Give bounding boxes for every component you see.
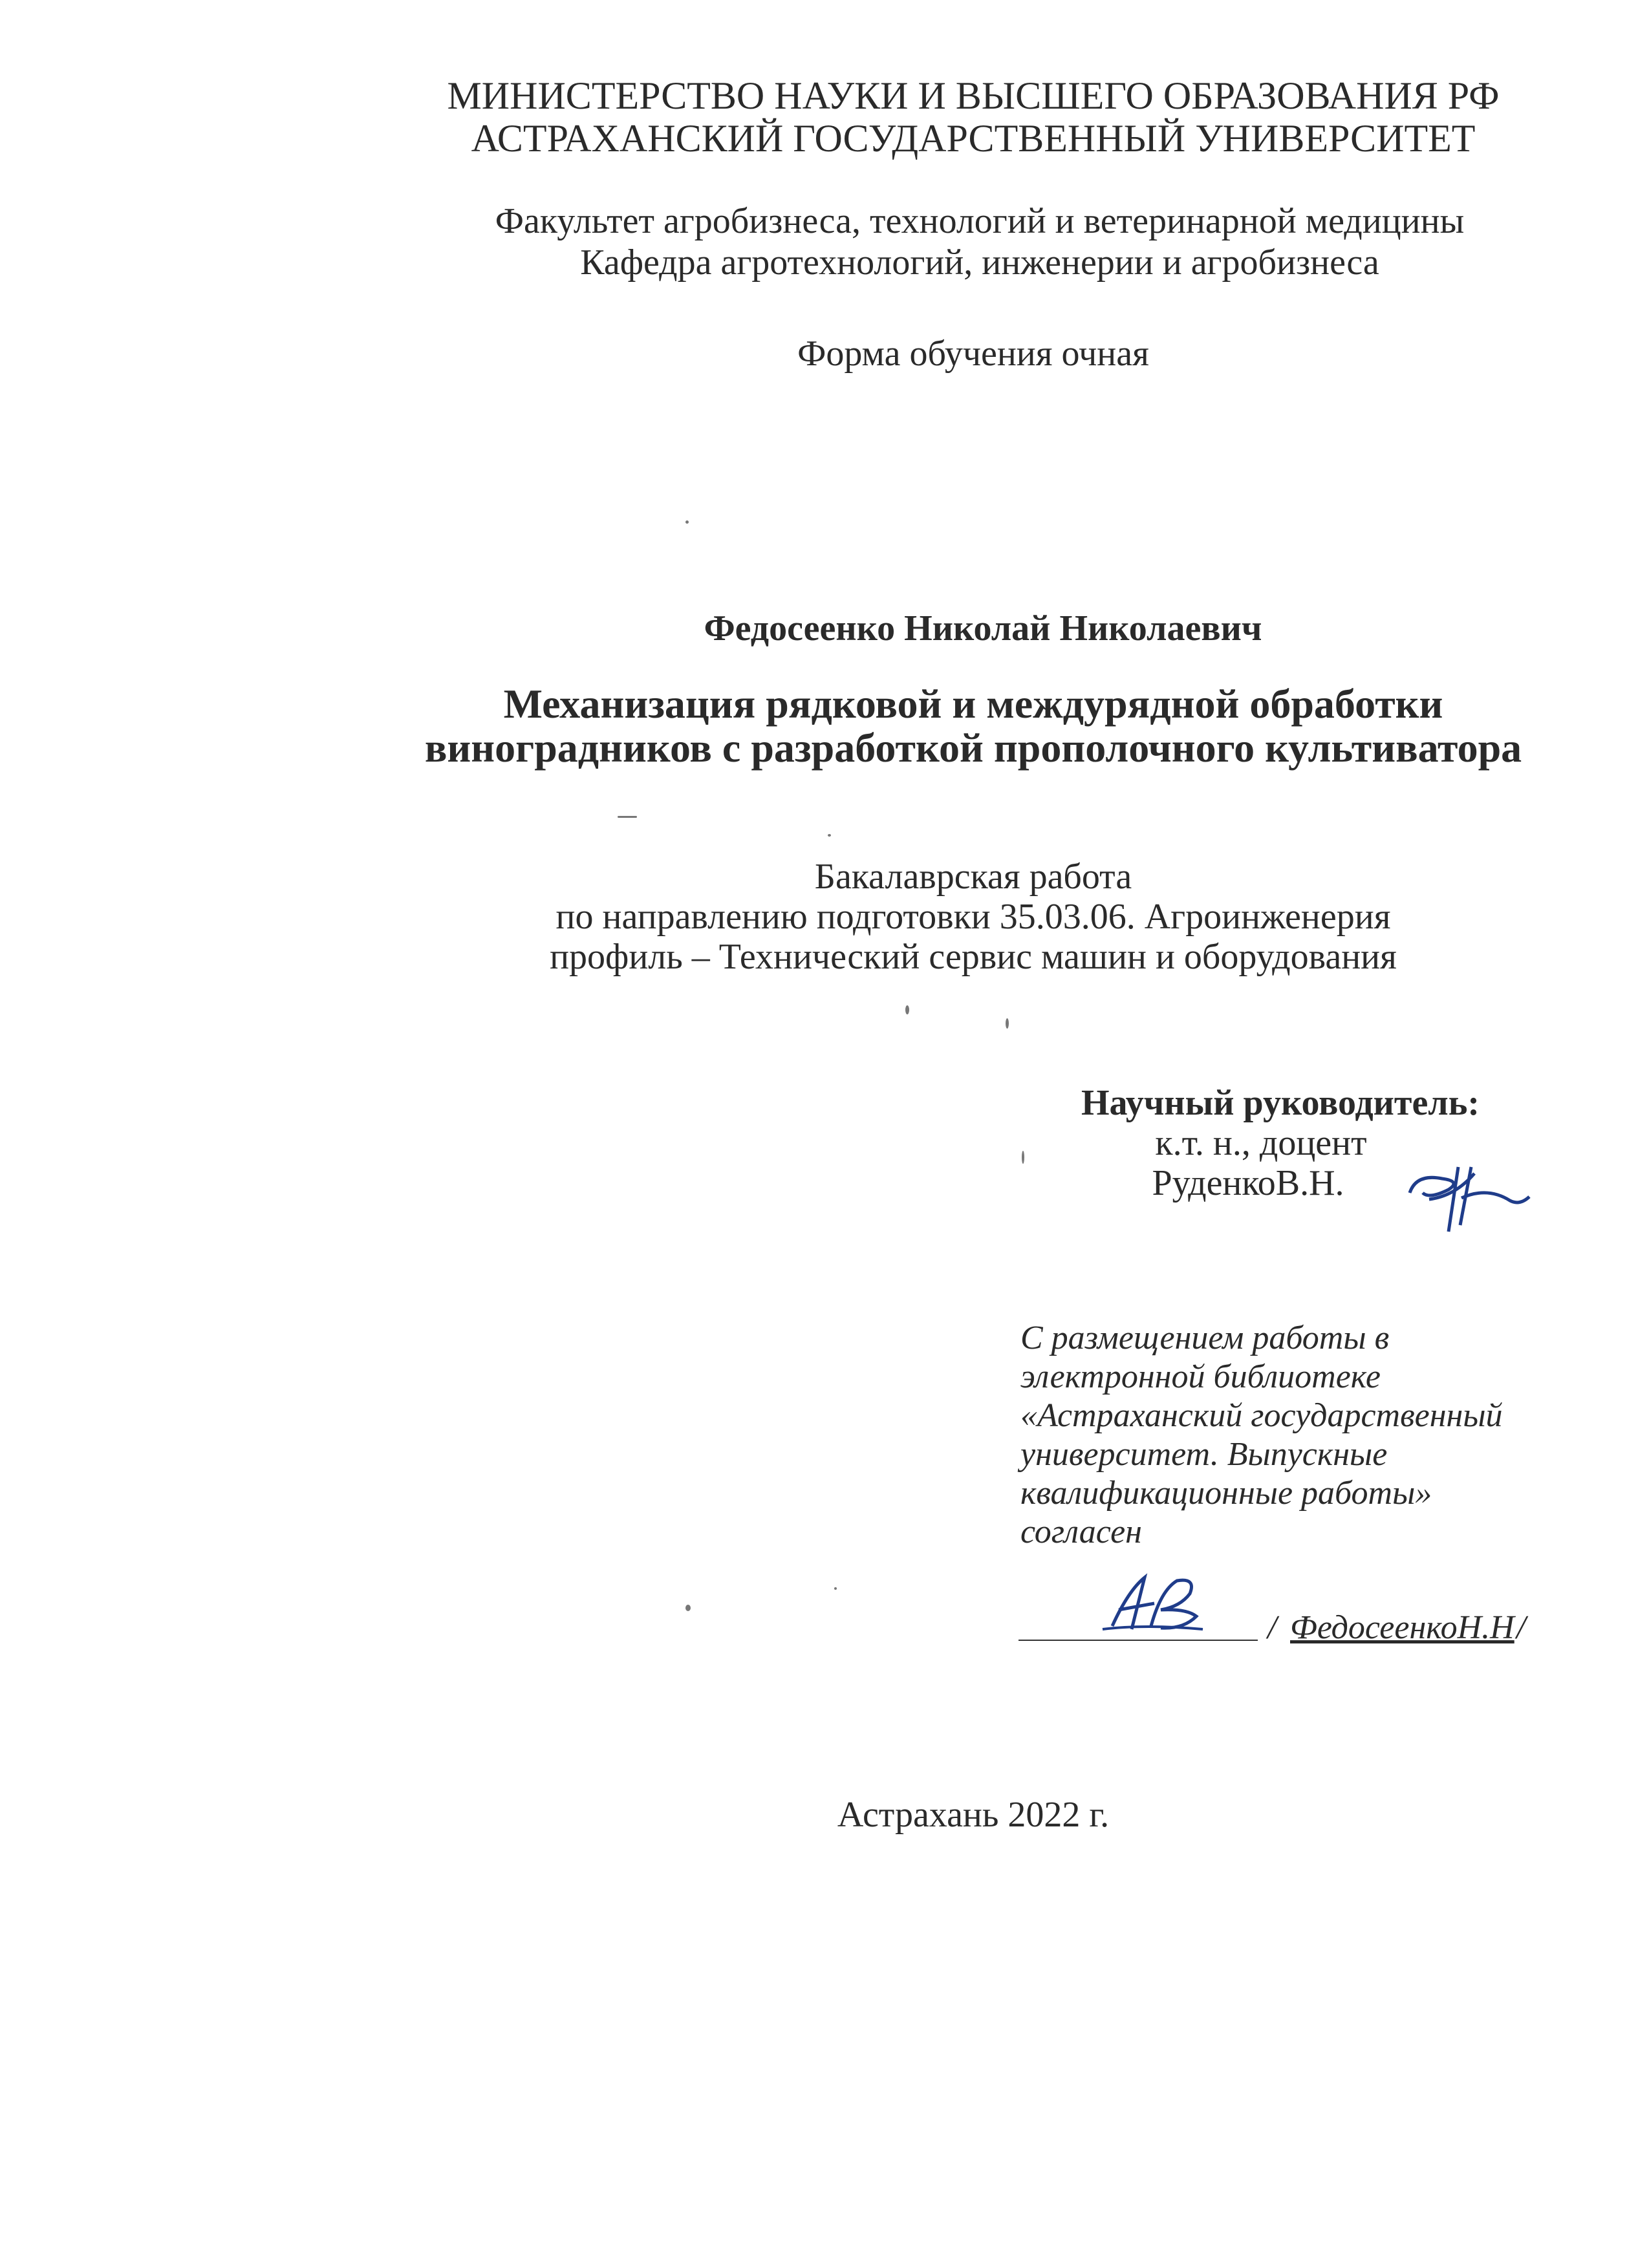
faculty-name: Факультет агробизнеса, технологий и ветеринарной медицины	[495, 201, 1465, 241]
supervisor-name: РуденкоВ.Н.	[1152, 1163, 1344, 1203]
institution-header	[149, 74, 1649, 160]
scan-speck	[685, 520, 689, 524]
city-year: Астрахань 2022 г.	[837, 1795, 1110, 1835]
ministry-name: МИНИСТЕРСТВО НАУКИ И ВЫСШЕГО ОБРАЗОВАНИЯ РФ	[447, 74, 1500, 117]
supervisor-signature	[1403, 1154, 1533, 1238]
scan-speck	[834, 1587, 837, 1590]
consent-line-3: «Астраханский государственный	[1020, 1397, 1503, 1434]
work-description	[149, 857, 1649, 977]
signature-slash-right: /	[1516, 1609, 1526, 1646]
consent-line-1: С размещением работы в	[1020, 1320, 1390, 1356]
faculty-block	[155, 200, 1649, 283]
thesis-title-line-2: виноградников с разработкой прополочного культиватора	[424, 725, 1522, 771]
author-name: Федосеенко Николай Николаевич	[704, 608, 1262, 648]
signature-slash-left: /	[1267, 1609, 1277, 1646]
study-form: Форма обучения очная	[797, 334, 1149, 374]
student-signature	[1099, 1565, 1209, 1642]
student-signature-line	[1018, 1603, 1536, 1649]
scan-speck	[685, 1605, 691, 1611]
department-name: Кафедра агротехнологий, инженерии и агробизнеса	[580, 242, 1379, 283]
university-name: АСТРАХАНСКИЙ ГОСУДАРСТВЕННЫЙ УНИВЕРСИТЕТ	[471, 117, 1476, 160]
work-direction: по направлению подготовки 35.03.06. Агроинженерия	[555, 897, 1391, 937]
supervisor-label: Научный руководитель:	[1081, 1083, 1480, 1123]
thesis-title	[149, 682, 1649, 770]
consent-line-6: согласен	[1020, 1514, 1142, 1550]
scan-speck	[905, 1005, 909, 1014]
work-profile: профиль – Технический сервис машин и оборудования	[550, 937, 1397, 977]
supervisor-degree: к.т. н., доцент	[1155, 1123, 1367, 1163]
thesis-title-line-1: Механизация рядковой и междурядной обработки	[503, 681, 1443, 727]
scan-speck	[618, 816, 637, 818]
library-consent	[1020, 1319, 1557, 1552]
consent-line-5: квалификационные работы»	[1020, 1475, 1432, 1512]
scan-speck	[1022, 1151, 1024, 1164]
scan-speck	[828, 834, 831, 837]
consent-line-4: университет. Выпускные	[1020, 1436, 1388, 1473]
consent-line-2: электронной библиотеке	[1020, 1358, 1381, 1395]
student-signature-name: ФедосеенкоН.Н	[1290, 1609, 1514, 1646]
scan-speck	[1006, 1018, 1009, 1029]
work-type: Бакалаврская работа	[814, 857, 1132, 897]
